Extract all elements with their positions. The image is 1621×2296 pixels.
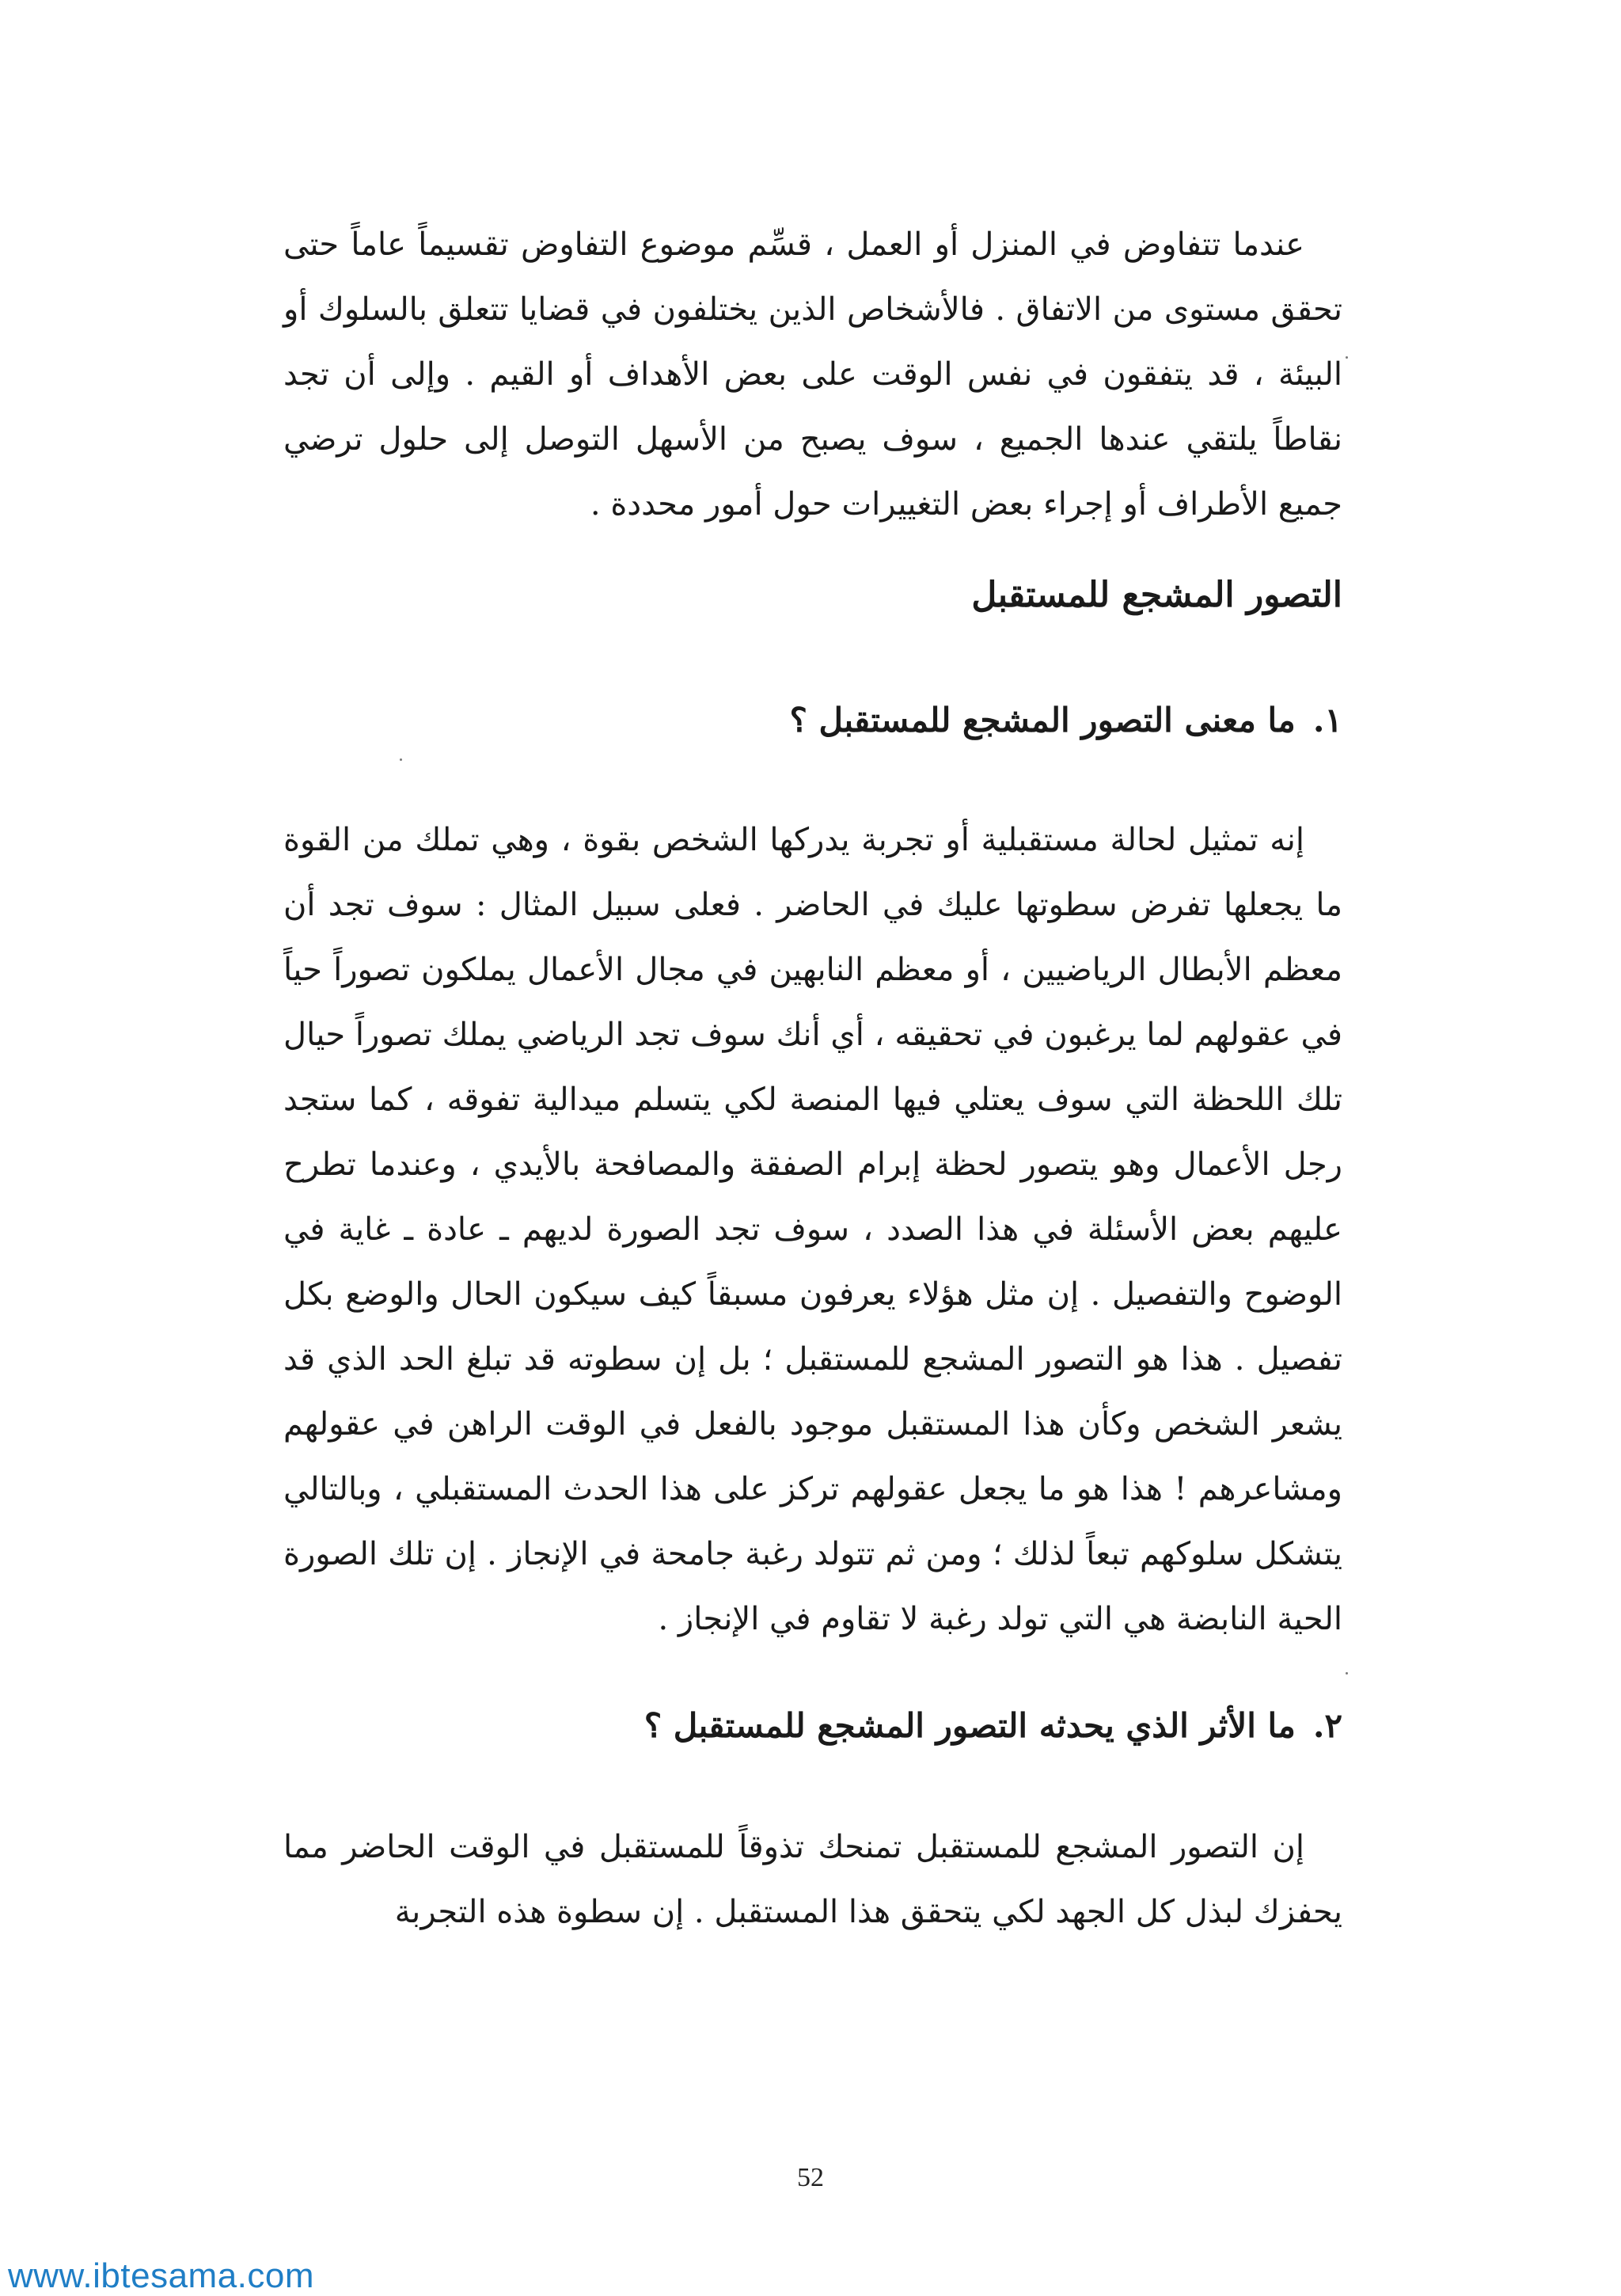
answer-1-block — [283, 808, 1342, 1652]
scan-speck — [1346, 1672, 1348, 1674]
question-1-heading — [283, 697, 1342, 744]
section-heading-block — [283, 572, 1342, 619]
question-1-block — [283, 697, 1342, 744]
scan-speck — [400, 758, 402, 761]
question-2-heading — [283, 1702, 1342, 1750]
question-2-block — [283, 1702, 1342, 1750]
question-2-text: ما الأثر الذي يحدثه التصور المشجع للمستقبل ؟ — [643, 1706, 1296, 1745]
question-2-number: ٢. — [1312, 1706, 1342, 1745]
site-watermark: www.ibtesama.com — [8, 2256, 315, 2295]
question-1-text: ما معنى التصور المشجع للمستقبل ؟ — [789, 701, 1296, 739]
answer-1-paragraph: إنه تمثيل لحالة مستقبلية أو تجربة يدركها الشخص بقوة ، وهي تملك من القوة ما يجعلها تفرض سطوتها عليك في الحاضر . فعلى سبيل المثال : سوف تجد أن معظم الأبطال الرياضيين ، أو معظم النابهين في مجال الأعمال يملكون تصوراً حياً في عقولهم لما يرغبون في تحقيقه ، أي أنك سوف تجد الرياضي يملك تصوراً حيال تلك اللحظة التي سوف يعتلي فيها المنصة لكي يتسلم ميدالية تفوقه ، كما ستجد رجل الأعمال وهو يتصور لحظة إبرام الصفقة والمصافحة بالأيدي ، وعندما تطرح عليهم بعض الأسئلة في هذا الصدد ، سوف تجد الصورة لديهم ـ عادة ـ غاية في الوضوح والتفصيل . إن مثل هؤلاء يعرفون مسبقاً كيف سيكون الحال والوضع بكل تفصيل . هذا هو التصور المشجع للمستقبل ؛ بل إن سطوته قد تبلغ الحد الذي قد يشعر الشخص وكأن هذا المستقبل موجود بالفعل في الوقت الراهن في عقولهم ومشاعرهم ! هذا هو ما يجعل عقولهم تركز على هذا الحدث المستقبلي ، وبالتالي يتشكل سلوكهم تبعاً لذلك ؛ ومن ثم تتولد رغبة جامحة في الإنجاز . إن تلك الصورة الحية النابضة هي التي تولد رغبة لا تقاوم في الإنجاز . — [283, 822, 1343, 1637]
scan-speck — [1346, 356, 1348, 359]
question-1-number: ١. — [1312, 701, 1342, 739]
section-heading: التصور المشجع للمستقبل — [971, 575, 1342, 615]
intro-block — [283, 212, 1342, 537]
page-number: 52 — [797, 2163, 824, 2192]
answer-2-block — [283, 1815, 1342, 1944]
answer-2-paragraph: إن التصور المشجع للمستقبل تمنحك تذوقاً للمستقبل في الوقت الحاضر مما يحفزك لبذل كل الجهد لكي يتحقق هذا المستقبل . إن سطوة هذه التجربة — [283, 1829, 1342, 1930]
intro-paragraph: عندما تتفاوض في المنزل أو العمل ، قسِّم موضوع التفاوض تقسيماً عاماً حتى تحقق مستوى من الاتفاق . فالأشخاص الذين يختلفون في قضايا تتعلق بالسلوك أو البيئة ، قد يتفقون في نفس الوقت على بعض الأهداف أو القيم . وإلى أن تجد نقاطاً يلتقي عندها الجميع ، سوف يصبح من الأسهل التوصل إلى حلول ترضي جميع الأطراف أو إجراء بعض التغييرات حول أمور محددة . — [283, 226, 1342, 523]
